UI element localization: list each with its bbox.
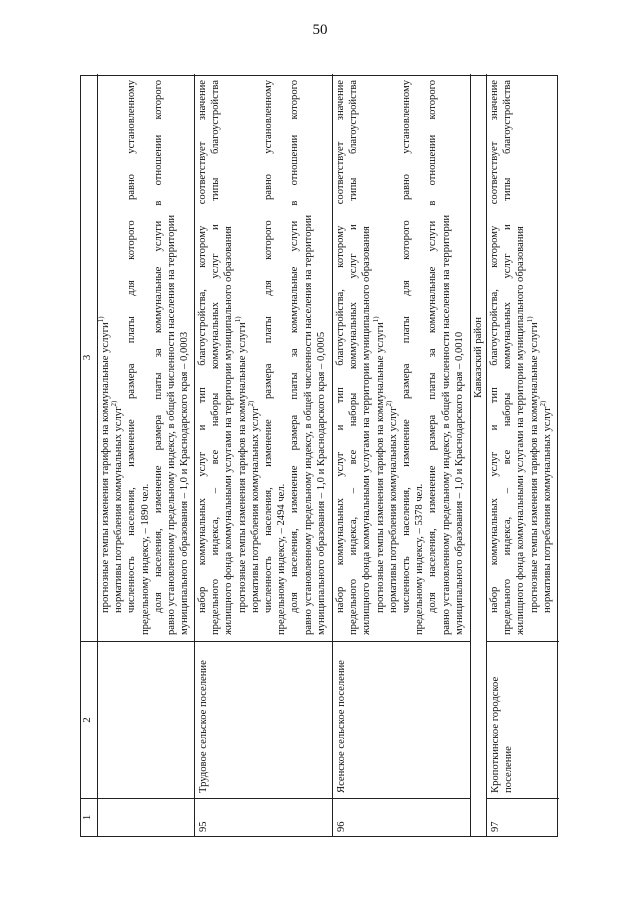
table-row [194, 74, 332, 836]
text-line [139, 80, 152, 635]
text-line-content: равно установленному предельному индексу, в общей численности населения на территории [440, 214, 452, 635]
text-line-content: муниципального образования – 1,0 и Краснодарского края – 0,0010 [453, 331, 465, 635]
text-line [453, 80, 466, 635]
settlement-name [487, 641, 559, 798]
text-line-content: доля населения, изменение размера платы за коммунальные услуги в отношении которого [289, 80, 301, 613]
text-line-content: нормативы потребления коммунальных услуг [387, 406, 399, 613]
indicator-text-cell [333, 74, 470, 641]
rotated-table-wrapper [80, 75, 558, 837]
text-line-content: доля населения, изменение размера платы за коммунальные услуги в отношении которого [427, 80, 439, 613]
text-line-content: предельному индексу, – 1890 чел. [139, 483, 151, 635]
header-col-1: 1 [81, 798, 97, 836]
text-line [222, 80, 235, 635]
district-title: Кавказский район [473, 317, 484, 398]
text-line [246, 80, 262, 635]
text-line-content: численность населения, изменение размера платы для которого равно установленному [401, 80, 413, 613]
table-header-row [81, 74, 97, 836]
text-line [302, 80, 315, 635]
header-col-2: 2 [81, 641, 97, 798]
table-row [486, 74, 559, 836]
text-line-content: предельного индекса, – все наборы коммунальных услуг и типы благоустройства [348, 80, 360, 635]
text-line-content: прогнозные темпы изменения тарифов на коммунальные услуги [100, 322, 111, 613]
text-line-content: жилищного фонда коммунальными услугами на территории муниципального образования [515, 226, 527, 635]
table-row-continuation [97, 74, 194, 836]
text-line [178, 80, 191, 635]
text-line-content: прогнозные темпы изменения тарифов на коммунальные услуги [236, 322, 248, 613]
text-line [371, 80, 387, 635]
text-line [426, 80, 439, 635]
text-line-content: равно установленному предельному индексу, в общей численности населения на территории [166, 214, 178, 635]
text-line-content: нормативы потребления коммунальных услуг [249, 406, 261, 613]
footnote-marker: 1) [525, 316, 534, 323]
settlement-name-line: Кропоткинское городское [490, 676, 501, 793]
header-col-3: 3 [81, 354, 93, 361]
text-line-content: предельному индексу, – 5378 чел. [414, 483, 426, 635]
text-line [501, 80, 514, 635]
table-row [332, 74, 470, 836]
text-line-content: предельного индекса, – все наборы коммунальных услуг и типы благоустройства [502, 80, 514, 635]
footnote-marker: 1) [371, 316, 380, 323]
page-number: 50 [312, 22, 328, 38]
text-line-content: жилищного фонда коммунальными услугами на территории муниципального образования [361, 226, 373, 635]
text-line-content: прогнозные темпы изменения тарифов на коммунальные услуги [528, 322, 540, 613]
district-row [470, 74, 486, 836]
text-line-content: набор коммунальных услуг и тип благоустройства, которому соответствует значение [489, 80, 500, 613]
text-line-content: муниципального образования – 1,0 и Краснодарского края – 0,0003 [179, 331, 191, 635]
tariff-table [80, 75, 558, 837]
text-line [112, 80, 125, 635]
text-line [165, 80, 178, 635]
text-line-content: равно установленному предельному индексу, в общей численности населения на территории [302, 214, 314, 635]
indicator-text-cell [195, 74, 332, 641]
text-line [413, 80, 426, 635]
text-line [360, 80, 373, 635]
text-line [275, 80, 288, 635]
text-line [488, 80, 501, 635]
text-line-content: предельного индекса, – все наборы коммунальных услуг и типы благоустройства [210, 80, 222, 635]
text-line-content: муниципального образования – 1,0 и Краснодарского края – 0,0005 [315, 331, 327, 635]
row-number: 96 [333, 798, 470, 836]
text-line [196, 80, 209, 635]
text-line-content: набор коммунальных услуг и тип благоустройства, которому соответствует значение [335, 80, 346, 613]
row-number: 97 [487, 798, 559, 836]
settlement-name-cell [98, 641, 194, 798]
text-line [152, 80, 165, 635]
text-line [347, 80, 360, 635]
text-line-content: прогнозные темпы изменения тарифов на коммунальные услуги [374, 322, 386, 613]
text-line [538, 80, 554, 635]
text-line-content: нормативы потребления коммунальных услуг [113, 406, 125, 613]
text-line-content: жилищного фонда коммунальными услугами на территории муниципального образования [223, 226, 235, 635]
text-line [315, 80, 328, 635]
footnote-marker: 2) [246, 400, 255, 407]
text-line [233, 80, 249, 635]
text-line [99, 80, 112, 635]
footnote-marker: 2) [384, 400, 393, 407]
text-line [209, 80, 222, 635]
text-line [288, 80, 301, 635]
text-line [525, 80, 541, 635]
text-line [400, 80, 413, 635]
text-line-content: предельному индексу, – 2494 чел. [276, 483, 288, 635]
row-number-cell [98, 798, 194, 836]
footnote-marker: 2) [538, 400, 547, 407]
text-line [334, 80, 347, 635]
text-line-content: набор коммунальных услуг и тип благоустройства, которому соответствует значение [197, 80, 208, 613]
footnote-marker: 1) [97, 316, 105, 323]
text-line-content: нормативы потребления коммунальных услуг [541, 406, 553, 613]
row-number: 95 [195, 798, 332, 836]
settlement-name: Трудовое сельское поселение [195, 641, 332, 798]
settlement-name-line: поселение [503, 746, 515, 793]
text-line-content: доля населения, изменение размера платы за коммунальные услуги в отношении которого [152, 80, 164, 613]
text-line [384, 80, 400, 635]
text-line-content: численность населения, изменение размера платы для которого равно установленному [263, 80, 275, 613]
text-line [514, 80, 527, 635]
text-line [125, 80, 138, 635]
footnote-marker: 1) [233, 316, 242, 323]
text-line-content: численность населения, изменение размера платы для которого равно установленному [126, 80, 138, 613]
indicator-text-cell [98, 74, 194, 641]
settlement-name: Ясенское сельское поселение [333, 641, 470, 798]
text-line [440, 80, 453, 635]
footnote-marker: 2) [110, 400, 119, 407]
indicator-text-cell [487, 74, 559, 641]
text-line [262, 80, 275, 635]
